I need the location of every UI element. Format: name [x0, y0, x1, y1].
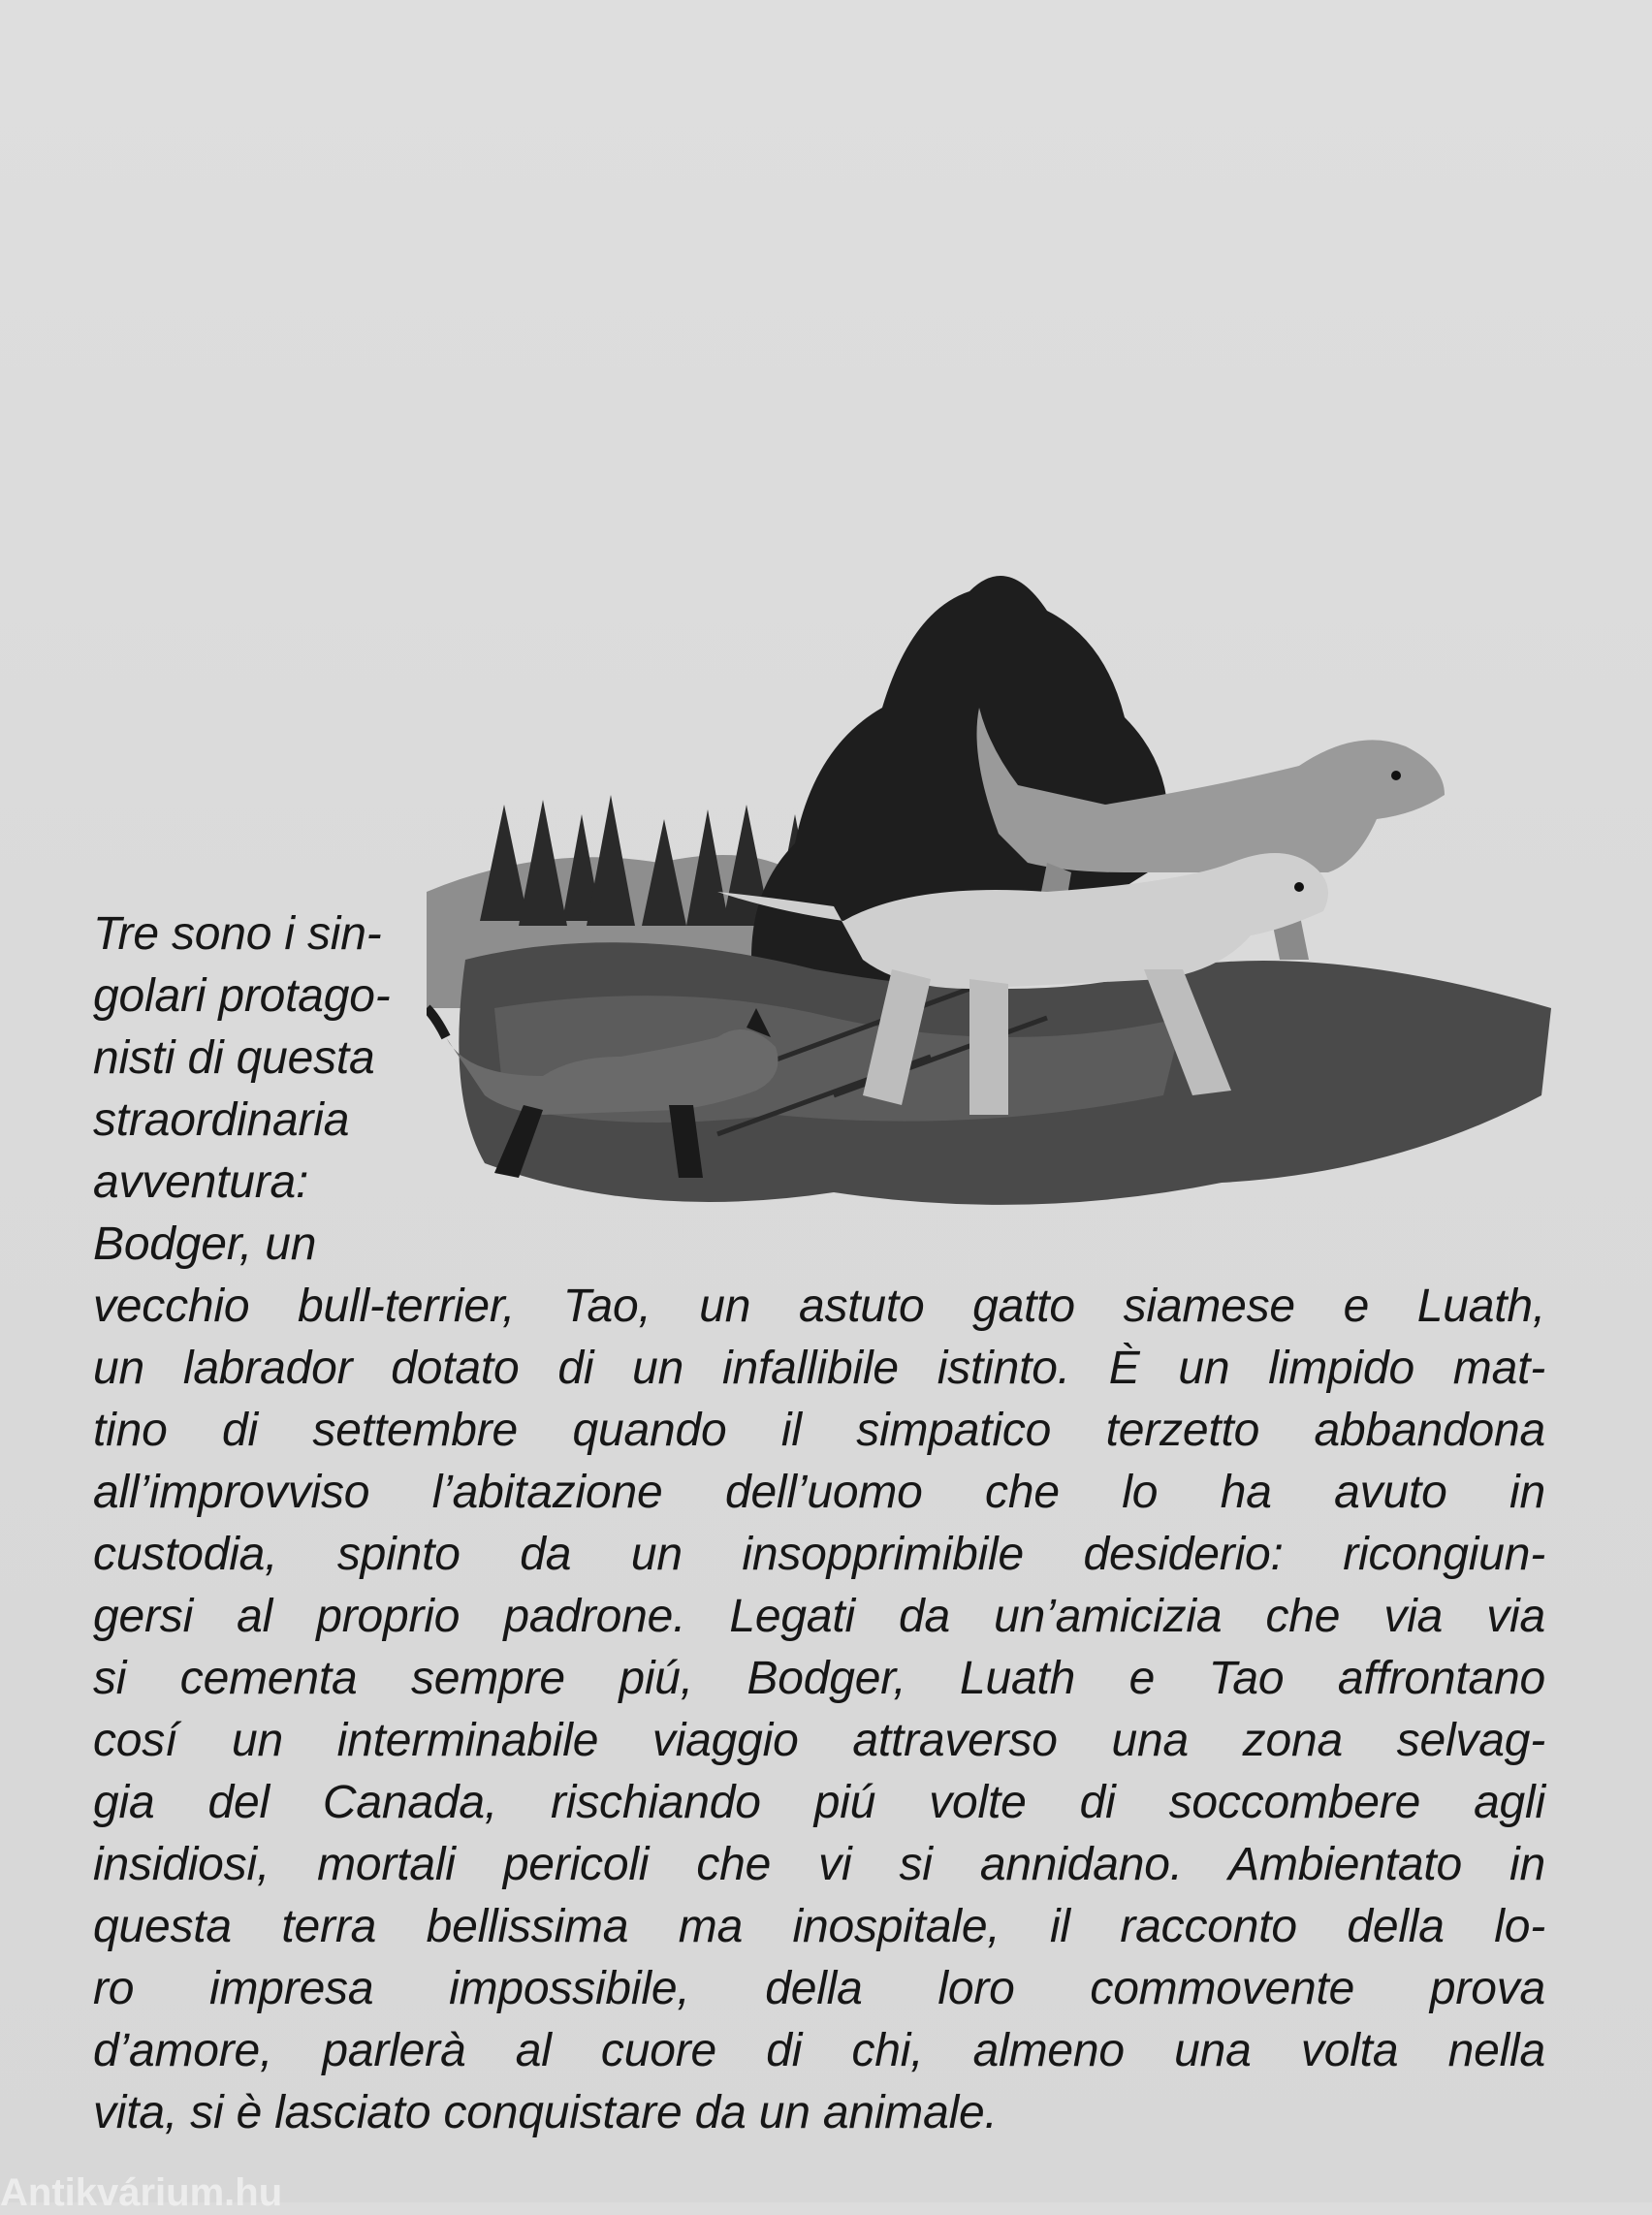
blurb-line: tino di settembre quando il simpatico terzetto abbandona [93, 1405, 1545, 1456]
dog-dog-cat-engraving [427, 553, 1551, 1250]
blurb-line: un labrador dotato di un infallibile istinto. È un limpido mat- [93, 1343, 1545, 1394]
blurb-line: d’amore, parlerà al cuore di chi, almeno una volta nella [93, 2025, 1545, 2076]
blurb-line: ro impresa impossibile, della loro commovente prova [93, 1963, 1545, 2014]
blurb-line: Tre sono i sin- [93, 908, 382, 960]
blurb-line: nisti di questa [93, 1032, 375, 1084]
blurb-line: straordinaria [93, 1094, 350, 1146]
blurb-line: golari protago- [93, 970, 391, 1022]
blurb-line: questa terra bellissima ma inospitale, il racconto della lo- [93, 1901, 1545, 1952]
blurb-line: all’improvviso l’abitazione dell’uomo che lo ha avuto in [93, 1467, 1545, 1518]
blurb-line: vita, si è lasciato conquistare da un animale. [93, 2087, 998, 2138]
blurb-line: gersi al proprio padrone. Legati da un’amicizia che via via [93, 1591, 1545, 1642]
blurb-line: avventura: [93, 1156, 309, 1208]
animals-illustration [427, 553, 1551, 1250]
watermark: Antikvárium.hu [0, 2171, 283, 2214]
blurb-line: si cementa sempre piú, Bodger, Luath e Tao affrontano [93, 1653, 1545, 1704]
blurb-line: Bodger, un [93, 1218, 317, 1270]
blurb-line: cosí un interminabile viaggio attraverso una zona selvag- [93, 1715, 1545, 1766]
blurb-line: gia del Canada, rischiando piú volte di soccombere agli [93, 1777, 1545, 1828]
blurb-line: insidiosi, mortali pericoli che vi si annidano. Ambientato in [93, 1839, 1545, 1890]
blurb-line: custodia, spinto da un insopprimibile desiderio: ricongiun- [93, 1529, 1545, 1580]
blurb-line: vecchio bull-terrier, Tao, un astuto gatto siamese e Luath, [93, 1281, 1545, 1332]
